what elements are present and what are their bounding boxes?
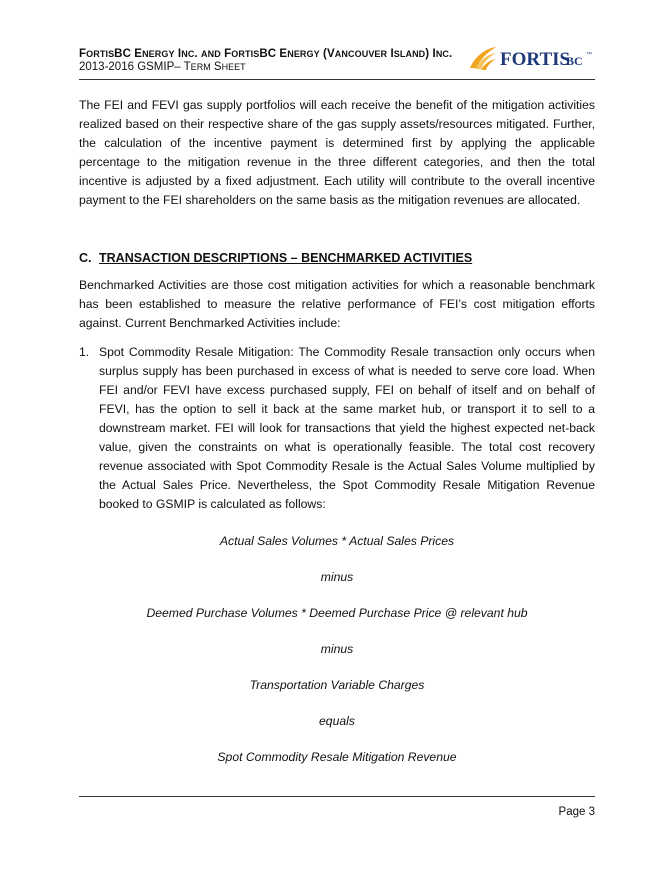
list-item [79, 343, 595, 514]
benchmarked-activities-list [79, 343, 595, 514]
document-line: 2013-2016 GSMIP– TERM SHEET [79, 61, 246, 73]
logo-suffix: BC [566, 54, 583, 68]
header-rule [79, 79, 595, 80]
formula-line: Actual Sales Volumes * Actual Sales Prices [219, 534, 455, 548]
page-body [79, 96, 595, 784]
section-letter: C. [79, 251, 92, 265]
intro-paragraph: The FEI and FEVI gas supply portfolios will each receive the benefit of the mitigation activities realized based on their respective share of the gas supply assets/resources mitigated. Further, the calculation of the incentive payment is determined first by applying the applicable percentage to the mitigation revenue in the three different categories, and then the total incentive is adjusted by a fixed adjustment. Each utility will contribute to the overall incentive payment to the FEI shareholders on the same basis as the mitigation revenues are allocated. [79, 98, 595, 207]
section-title: TRANSACTION DESCRIPTIONS – BENCHMARKED ACTIVITIES [99, 251, 473, 265]
section-intro: Benchmarked Activities are those cost mitigation activities for which a reasonable benchmark has been established to measure the relative performance of FEI’s cost mitigation efforts against. Current Benchmarked Activities include: [79, 278, 595, 330]
page-number: Page 3 [558, 806, 595, 818]
formula-operator: minus [320, 642, 354, 656]
logo-trademark: ™ [586, 52, 592, 58]
fortisbc-logo [466, 44, 596, 72]
formula-line: Deemed Purchase Volumes * Deemed Purchase Price @ relevant hub [146, 606, 528, 620]
list-item-number: 1. [79, 345, 90, 359]
formula-operator: equals [319, 714, 355, 728]
logo-wordmark: FORTIS [500, 49, 571, 70]
formula-line: Transportation Variable Charges [249, 678, 425, 692]
footer-rule [79, 796, 595, 797]
flame-icon [470, 47, 496, 70]
company-line: FORTISBC ENERGY INC. AND FORTISBC ENERGY (VANCOUVER ISLAND) INC. [79, 48, 453, 60]
list-item-text: Spot Commodity Resale Mitigation: The Commodity Resale transaction only occurs when surplus supply has been purchased in excess of what is needed to serve core load. When FEI and/or FEVI have excess purchased supply, FEI on behalf of itself and on behalf of FEVI, has the option to sell it back at the same market hub, or transport it to sell to a downstream market. FEI will look for transactions that yield the highest expected net-back value, given the constraints on what is operationally feasible. The total cost recovery revenue associated with Spot Commodity Resale is the Actual Sales Volume multiplied by the Actual Sales Price. Nevertheless, the Spot Commodity Resale Mitigation Revenue booked to GSMIP is calculated as follows: [99, 345, 595, 511]
formula-result: Spot Commodity Resale Mitigation Revenue [217, 750, 457, 764]
formula-operator: minus [320, 570, 354, 584]
revenue-formula [79, 532, 595, 767]
section-heading [79, 249, 595, 268]
